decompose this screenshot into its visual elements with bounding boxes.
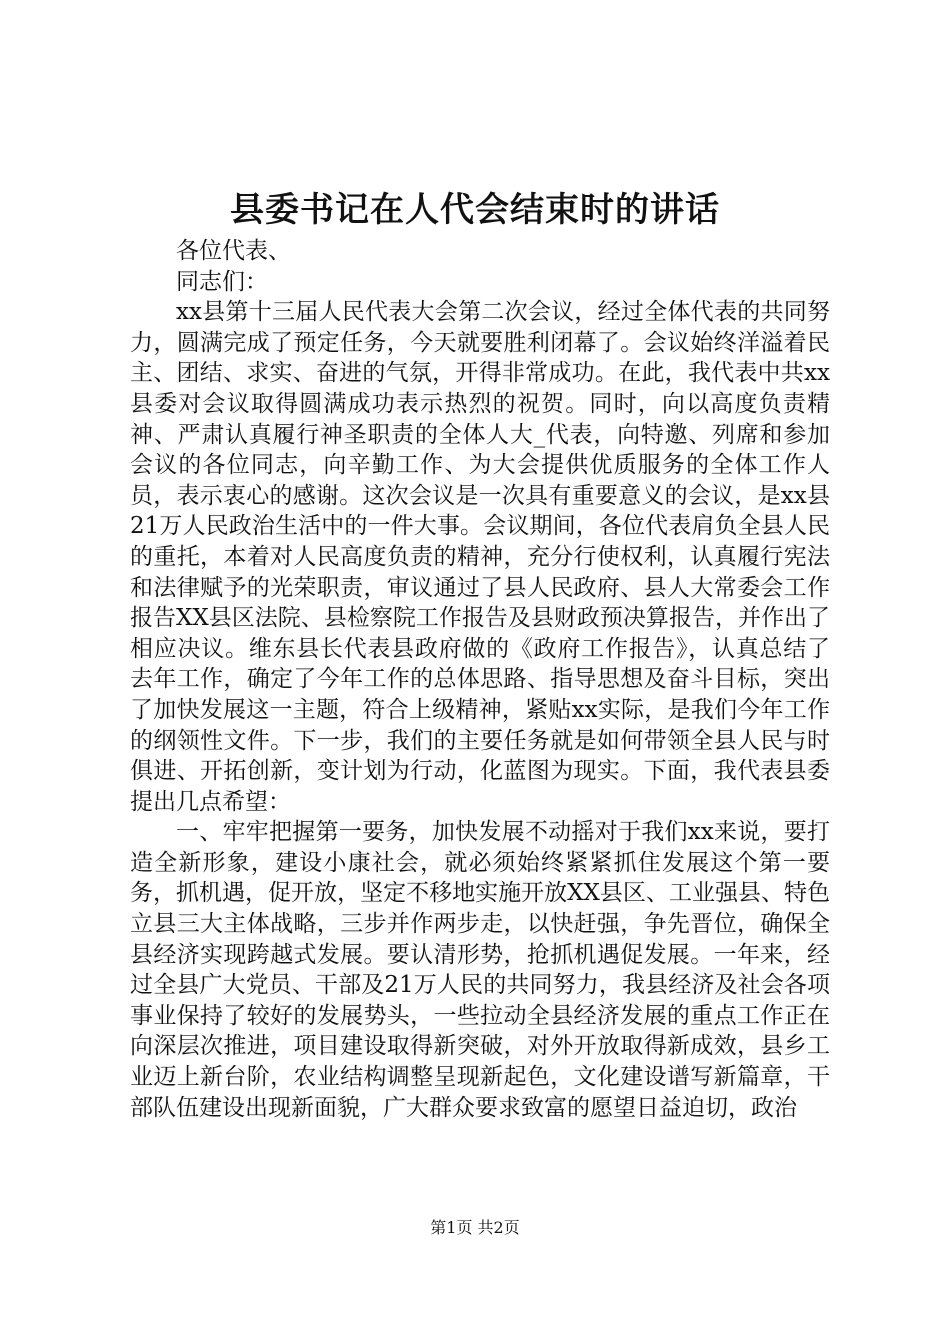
body-paragraph-2: 一、牢牢把握第一要务，加快发展不动摇对于我们xx来说，要打造全新形象，建设小康社会，就必须始终紧紧抓住发展这个第一要务，抓机遇，促开放，坚定不移地实施开放XX县区、工业强县、特色立县三大主体战略，三步并作两步走，以快赶强，争先晋位，确保全县经济实现跨越式发展。要认清形势，抢抓机遇促发展。一年来，经过全县广大党员、干部及21万人民的共同努力，我县经济及社会各项事业保持了较好的发展势头，一些拉动全县经济发展的重点工作正在向深层次推进，项目建设取得新突破，对外开放取得新成效，县乡工业迈上新台阶，农业结构调整呈现新起色，文化建设谱写新篇章，干部队伍建设出现新面貌，广大群众要求致富的愿望日益迫切，政治: [130, 819, 830, 1121]
body-paragraph-1: xx县第十三届人民代表大会第二次会议，经过全体代表的共同努力，圆满完成了预定任务，今天就要胜利闭幕了。会议始终洋溢着民主、团结、求实、奋进的气氛，开得非常成功。在此，我代表中共xx县委对会议取得圆满成功表示热烈的祝贺。同时，向以高度负责精神、严肃认真履行神圣职责的全体人大_代表，向特邀、列席和参加会议的各位同志，向辛勤工作、为大会提供优质服务的全体工作人员，表示衷心的感谢。这次会议是一次具有重要意义的会议，是xx县21万人民政治生活中的一件大事。会议期间，各位代表肩负全县人民的重托，本着对人民高度负责的精神，充分行使权利，认真履行宪法和法律赋予的光荣职责，审议通过了县人民政府、县人大常委会工作报告XX县区法院、县检察院工作报告及县财政预决算报告，并作出了相应决议。维东县长代表县政府做的《政府工作报告》，认真总结了去年工作，确定了今年工作的总体思路、指导思想及奋斗目标，突出了加快发展这一主题，符合上级精神，紧贴xx实际，是我们今年工作的纲领性文件。下一步，我们的主要任务就是如何带领全县人民与时俱进、开拓创新，变计划为行动，化蓝图为现实。下面，我代表县委提出几点希望：: [130, 299, 830, 815]
salutation-line-2: 同志们：: [176, 268, 268, 295]
salutation-line-1: 各位代表、: [176, 238, 291, 264]
page-number-footer: 第1页 共2页: [430, 1218, 520, 1237]
document-title: 县委书记在人代会结束时的讲话: [230, 190, 720, 230]
document-body: [130, 236, 830, 1123]
